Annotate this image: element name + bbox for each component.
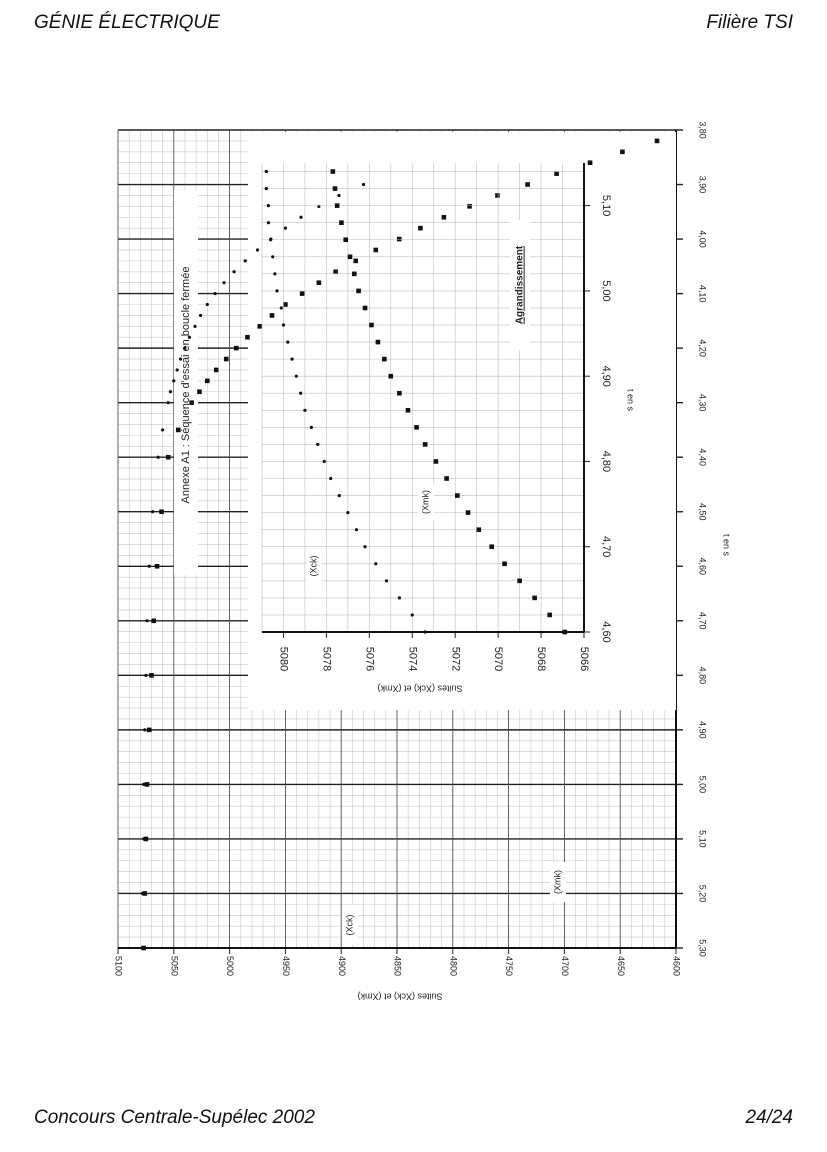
main-point-xmk — [224, 357, 229, 362]
main-x-tick-label: 4,80 — [697, 666, 708, 685]
inset-point-xmk — [547, 613, 552, 618]
main-annotation-xmk: (Xmk) — [552, 870, 563, 894]
main-point-xck — [337, 194, 340, 197]
inset-point-xck — [267, 221, 270, 224]
inset-point-xck — [424, 630, 427, 633]
main-point-xmk — [317, 280, 322, 285]
main-x-tick-label: 4,50 — [697, 502, 708, 521]
inset-point-xmk — [455, 493, 460, 498]
inset-point-xmk — [423, 442, 428, 447]
inset-point-xmk — [352, 272, 357, 277]
inset-point-xck — [385, 579, 388, 582]
main-x-tick-label: 5,00 — [697, 775, 708, 794]
inset-x-axis-label: t en s — [625, 388, 636, 412]
inset-point-xck — [265, 170, 268, 173]
main-point-xmk — [142, 891, 147, 896]
main-y-tick-label: 4900 — [336, 955, 347, 977]
inset-y-tick-label: 5080 — [277, 646, 290, 672]
main-x-tick-label: 4,60 — [697, 557, 708, 576]
main-chart — [118, 130, 683, 954]
inset-point-xck — [346, 511, 349, 514]
main-point-xmk — [353, 259, 358, 264]
main-point-xck — [284, 227, 287, 230]
main-point-xmk — [234, 346, 239, 351]
inset-x-tick-label: 4,90 — [600, 365, 613, 387]
main-point-xck — [167, 401, 170, 404]
inset-x-tick-label: 5,00 — [600, 280, 613, 302]
main-point-xmk — [159, 509, 164, 514]
main-point-xck — [172, 379, 175, 382]
main-x-tick-label: 4,00 — [697, 230, 708, 248]
inset-point-xmk — [502, 561, 507, 566]
inset-y-tick-label: 5066 — [578, 646, 591, 672]
inset-point-xck — [273, 272, 276, 275]
inset-point-xck — [290, 358, 293, 361]
inset-y-tick-label: 5076 — [363, 646, 376, 672]
inset-point-xck — [310, 426, 313, 429]
main-annotation-xck: (Xck) — [344, 914, 355, 936]
footer-left: Concours Centrale-Supélec 2002 — [34, 1107, 315, 1128]
inset-point-xck — [355, 528, 358, 531]
main-point-xck — [206, 303, 209, 306]
inset-point-xmk — [397, 391, 402, 396]
main-point-xmk — [442, 215, 447, 220]
main-y-tick-label: 4950 — [281, 955, 292, 977]
main-point-xmk — [588, 160, 593, 165]
header-left: GÉNIE ÉLECTRIQUE — [34, 12, 220, 33]
inset-point-xmk — [382, 357, 387, 362]
inset-point-xmk — [343, 237, 348, 242]
main-point-xmk — [166, 455, 171, 460]
main-point-xmk — [467, 204, 472, 209]
inset-point-xmk — [489, 544, 494, 549]
main-point-xck — [244, 259, 247, 262]
main-point-xmk — [245, 335, 250, 340]
main-point-xck — [161, 428, 164, 431]
main-point-xck — [144, 674, 147, 677]
main-point-xmk — [495, 193, 500, 198]
main-point-xck — [143, 728, 146, 731]
main-point-xck — [169, 390, 172, 393]
main-y-tick-label: 5050 — [169, 955, 180, 977]
inset-point-xmk — [331, 169, 336, 174]
main-point-xmk — [144, 837, 149, 842]
main-x-tick-label: 4,30 — [697, 393, 708, 412]
main-y-tick-label: 4750 — [504, 955, 515, 977]
main-y-tick-label: 4650 — [615, 955, 626, 977]
inset-point-xck — [303, 409, 306, 412]
main-point-xck — [362, 183, 365, 186]
main-point-xck — [193, 325, 196, 328]
inset-x-tick-label: 4,80 — [600, 450, 613, 473]
main-point-xck — [148, 565, 151, 568]
main-y-axis-label: Suites (Xck) et (Xmk) — [357, 991, 443, 1002]
main-x-tick-label: 3,90 — [697, 175, 708, 194]
main-point-xmk — [197, 389, 202, 394]
main-point-xck — [232, 270, 235, 273]
inset-point-xck — [398, 596, 401, 599]
inset-point-xmk — [466, 510, 471, 515]
main-point-xmk — [141, 946, 146, 951]
main-point-xmk — [397, 237, 402, 242]
main-point-xck — [157, 456, 160, 459]
inset-point-xck — [269, 238, 272, 241]
main-y-tick-label: 5100 — [113, 955, 124, 977]
footer-right: 24/24 — [745, 1107, 793, 1128]
main-point-xck — [317, 205, 320, 208]
main-point-xmk — [257, 324, 262, 329]
inset-y-tick-label: 5070 — [492, 646, 505, 672]
inset-y-tick-label: 5068 — [535, 646, 548, 672]
main-point-xmk — [214, 368, 219, 373]
inset-title: Agrandissement — [514, 245, 526, 325]
inset-point-xck — [316, 443, 319, 446]
main-point-xmk — [155, 564, 160, 569]
inset-point-xck — [271, 255, 274, 258]
inset-point-xmk — [363, 306, 368, 311]
main-point-xmk — [283, 302, 288, 307]
inset-point-xmk — [406, 408, 411, 413]
main-x-tick-label: 4,90 — [697, 721, 708, 739]
inset-point-xck — [329, 477, 332, 480]
main-x-axis-label: t en s — [721, 533, 732, 557]
main-point-xmk — [145, 782, 150, 787]
inset-point-xck — [374, 562, 377, 565]
inset-y-tick-label: 5072 — [449, 646, 462, 672]
main-point-xck — [256, 248, 259, 251]
inset-point-xck — [323, 460, 326, 463]
inset-point-xck — [280, 306, 283, 309]
inset-x-tick-label: 4,70 — [600, 536, 613, 558]
main-point-xck — [176, 368, 179, 371]
inset-point-xck — [363, 545, 366, 548]
main-x-tick-label: 5,10 — [697, 830, 708, 848]
inset-point-xck — [295, 375, 298, 378]
main-y-tick-label: 5000 — [225, 955, 236, 977]
inset-point-xmk — [333, 186, 338, 191]
main-x-tick-label: 4,40 — [697, 448, 708, 466]
inset-x-tick-label: 5,10 — [600, 194, 613, 217]
main-point-xck — [199, 314, 202, 317]
inset-point-xck — [411, 613, 414, 616]
inset-annotation-xck: (Xck) — [308, 555, 319, 577]
inset-x-tick-label: 4,60 — [600, 621, 613, 643]
inset-point-xmk — [335, 203, 340, 208]
main-point-xmk — [270, 313, 275, 318]
inset-y-axis-label: Suites (Xck) et (Xmk) — [377, 683, 463, 694]
main-y-tick-label: 4800 — [448, 955, 459, 977]
main-point-xmk — [149, 673, 154, 678]
inset-point-xmk — [532, 596, 537, 601]
inset-point-xmk — [477, 527, 482, 532]
main-point-xmk — [205, 379, 210, 384]
main-point-xck — [151, 510, 154, 513]
main-x-tick-label: 4,70 — [697, 612, 708, 630]
header-right: Filière TSI — [706, 12, 793, 33]
main-point-xmk — [300, 291, 305, 296]
main-point-xmk — [655, 139, 660, 144]
inset-point-xck — [267, 204, 270, 207]
inset-point-xmk — [434, 459, 439, 464]
inset-point-xmk — [348, 255, 353, 260]
inset-point-xck — [286, 340, 289, 343]
inset-point-xmk — [356, 289, 361, 294]
main-point-xmk — [554, 171, 559, 176]
main-x-tick-label: 5,30 — [697, 939, 708, 957]
inset-point-xck — [275, 289, 278, 292]
main-point-xck — [222, 281, 225, 284]
main-point-xck — [145, 619, 148, 622]
inset-point-xck — [299, 392, 302, 395]
inset-point-xmk — [517, 579, 522, 584]
main-point-xmk — [525, 182, 530, 187]
main-x-tick-label: 4,10 — [697, 284, 708, 303]
main-point-xmk — [620, 150, 625, 155]
inset-point-xmk — [444, 476, 449, 481]
main-point-xmk — [373, 248, 378, 253]
inset-point-xmk — [339, 220, 344, 225]
main-y-tick-label: 4600 — [671, 955, 682, 977]
inset-point-xmk — [414, 425, 419, 430]
main-x-tick-label: 5,20 — [697, 884, 708, 903]
inset-point-xmk — [376, 340, 381, 345]
inset-annotation-xmk: (Xmk) — [420, 490, 431, 514]
main-point-xck — [213, 292, 216, 295]
main-point-xmk — [147, 728, 152, 733]
inset-point-xck — [338, 494, 341, 497]
main-point-xmk — [151, 619, 156, 624]
inset-point-xck — [282, 323, 285, 326]
inset-point-xmk — [389, 374, 394, 379]
main-y-tick-label: 4850 — [392, 955, 403, 977]
main-title: Annexe A1 : Séquence d'essai en boucle fermée — [179, 266, 192, 504]
main-x-tick-label: 4,20 — [697, 339, 708, 357]
main-point-xck — [299, 216, 302, 219]
main-y-tick-label: 4700 — [560, 955, 571, 977]
main-point-xmk — [418, 226, 423, 231]
inset-point-xck — [265, 187, 268, 190]
inset-y-tick-label: 5074 — [406, 646, 419, 672]
inset-point-xmk — [562, 630, 567, 635]
main-x-tick-label: 3,80 — [697, 121, 708, 139]
inset-point-xmk — [369, 323, 374, 328]
main-point-xmk — [333, 269, 338, 274]
inset-y-tick-label: 5078 — [320, 646, 333, 672]
